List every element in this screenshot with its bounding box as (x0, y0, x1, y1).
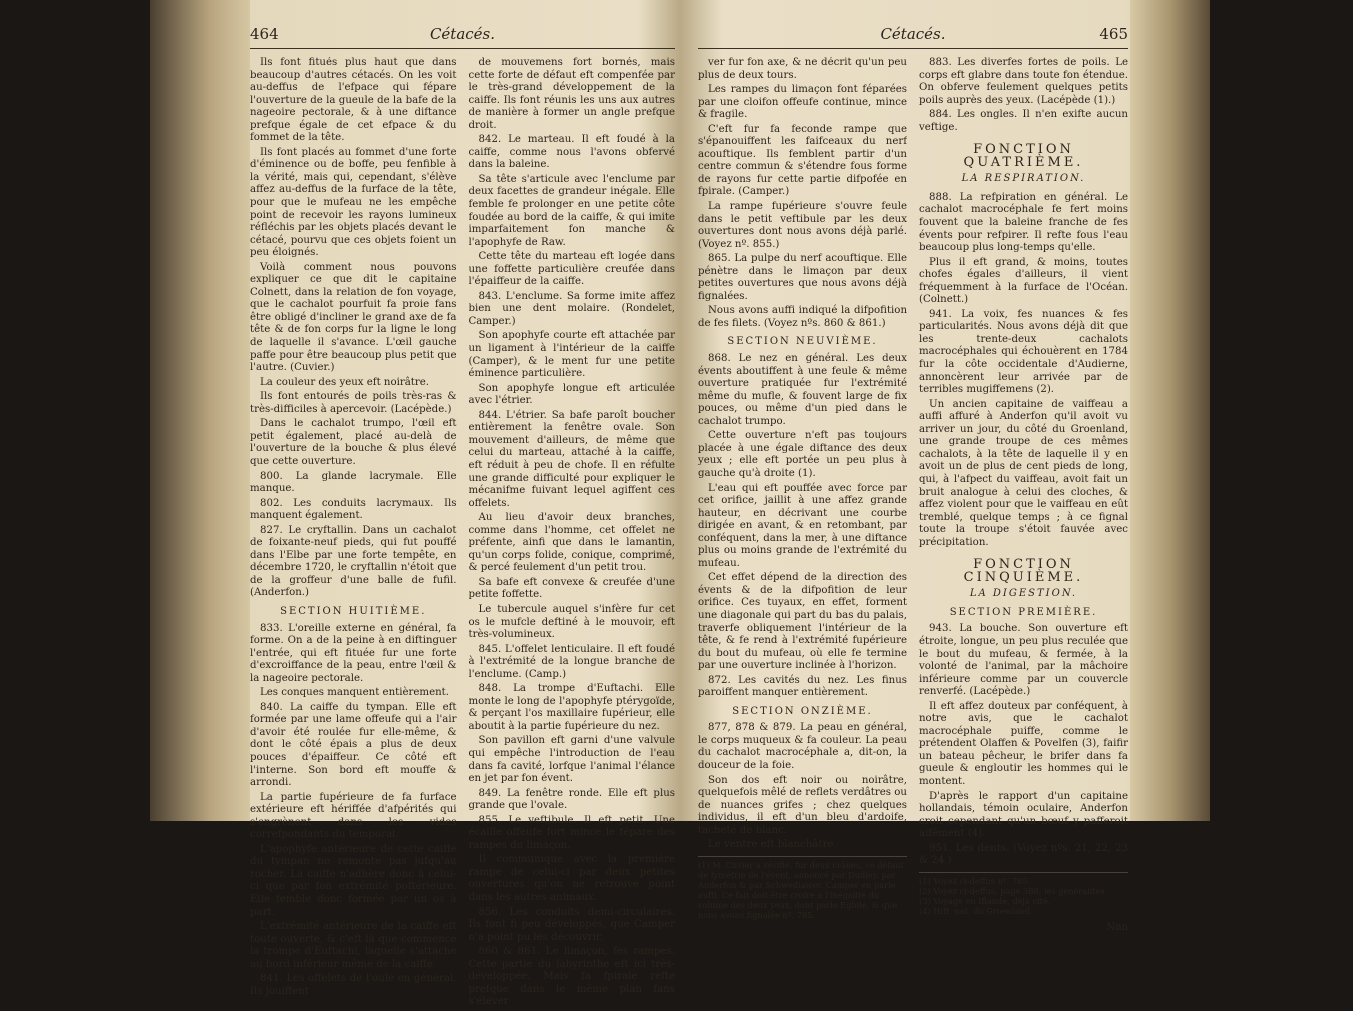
right-column-2 (919, 57, 1128, 934)
paragraph: C'eft fur fa feconde rampe que s'épanouiffent les faifceaux du nerf acouftique. Ils femblent partir d'un centre commun & s'étendre fous forme de rayons fur cette partie difpofée en fpirale. (Camper.) (698, 123, 907, 198)
paragraph: 827. Le cryftallin. Dans un cachalot de foixante-neuf pieds, qui fut pouffé dans l'Elbe par une forte tempête, en décembre 1720, le cryftallin n'étoit que de la groffeur d'une balle de fufil. (Anderfon.) (250, 524, 457, 599)
paragraph: 872. Les cavités du nez. Les finus paroiffent manquer entièrement. (698, 674, 907, 699)
paragraph: Ils font placés au fommet d'une forte d'éminence ou de boffe, peu fenfible à la vérité, mais qui, cependant, s'élève affez au-deffus de la furface de la tête, pour que le mufeau ne les empêche point de recevoir les rayons lumineux réfléchis par les objets placés devant le cétacé, pourvu que ces objets foient un peu éloignés. (250, 146, 457, 259)
paragraph: 843. L'enclume. Sa forme imite affez bien une dent molaire. (Rondelet, Camper.) (468, 290, 675, 327)
footnotes (698, 856, 907, 920)
paragraph: 849. La fenêtre ronde. Elle eft plus grande que l'ovale. (468, 787, 675, 812)
right-page (698, 25, 1128, 933)
paragraph: Son dos eft noir ou noirâtre, quelquefois mêlé de reflets verdâtres ou de nuances grifes ; chez quelques individus, il eft d'un bleu d'ardoife, tacheté de blanc. (698, 774, 907, 836)
paragraph: 941. La voix, fes nuances & fes particularités. Nous avons déjà dit que les trente-deux cachalots macrocéphales qui échouèrent en 1784 fur la côte occidentale d'Audierne, annoncèrent leur arrivée par de terribles mugiffemens (2). (919, 308, 1128, 396)
paragraph: Sa tête s'articule avec l'enclume par deux facettes de grandeur inégale. Elle femble fe prolonger en une petite côte foudée au bord de la caiffe, & qui imite imparfaitement fon manche & l'apophyfe de Raw. (468, 173, 675, 248)
paragraph: Cet effet dépend de la direction des évents & de la difpofition de leur orifice. Ces tuyaux, en effet, forment une diagonale qui part du bas du palais, traverfe obliquement l'intérieur de la tête, & fe rend à l'extrémité fupérieure du bout du mufeau, où elle fe termine par une ouverture inclinée à l'horizon. (698, 572, 907, 672)
left-page-edge (150, 0, 250, 821)
section-heading: SECTION HUITIÈME. (280, 605, 427, 617)
paragraph: 800. La glande lacrymale. Elle manque. (250, 470, 457, 495)
function-subheading: LA DIGESTION. (969, 588, 1078, 600)
paragraph: Un ancien capitaine de vaiffeau a auffi affuré à Anderfon qu'il avoit vu arriver un jour, du côté du Groenland, une grande troupe de ces mêmes cachalots, à la tête de laquelle il y en avoit un de plus de cent pieds de long, qui, à l'afpect du vaiffeau, avoit fait un bruit analogue à celui des cloches, & affez violent pour que le vaiffeau en eût tremblé, quelque temps ; à ce fignal toute la troupe s'étoit fauvée avec précipitation. (919, 398, 1128, 548)
left-page (250, 25, 675, 1008)
paragraph: 855. Le veftibule. Il eft petit. Une écaille offeufe fort mince le fépare des rampes du limaçon. (468, 814, 675, 851)
paragraph: Ils font fitués plus haut que dans beaucoup d'autres cétacés. On les voit au-deffus de l'efpace qui fépare l'ouverture de la gueule de la bafe de la nageoire pectorale, & à une diftance prefque égale de cet efpace & du fommet de la tête. (250, 57, 457, 144)
paragraph: La rampe fupérieure s'ouvre feule dans le petit veftibule par les deux ouvertures dont nous avons déjà parlé. (Voyez nº. 855.) (698, 201, 907, 250)
paragraph: L'eau qui eft pouffée avec force par cet orifice, jaillit à une affez grande hauteur, en décrivant une courbe dirigée en avant, & en retombant, par conféquent, dans la mer, à une diftance plus ou moins grande de l'extrémité du mufeau. (698, 482, 907, 569)
paragraph: 833. L'oreille externe en général, fa forme. On a de la peine à en diftinguer l'entrée, qui eft fituée fur une forte d'excroiffance de la peau, entre l'œil & la nageoire pectorale. (250, 622, 457, 684)
paragraph: Au lieu d'avoir deux branches, comme dans l'homme, cet offelet ne préfente, ainfi que dans le lamantin, qu'un corps folide, conique, comprimé, & percé feulement d'un petit trou. (468, 512, 675, 574)
paragraph: 865. La pulpe du nerf acouftique. Elle pénètre dans le limaçon par deux petites ouvertures que nous avons déjà fignalées. (698, 253, 907, 302)
paragraph: L'extrémité antérieure de la caiffe eft toute ouverte, & c'eft là que commence la trompe d'Euftachi, laquelle s'attache au bord inférieur même de la caiffe. (250, 921, 457, 970)
paragraph: 802. Les conduits lacrymaux. Ils manquent également. (250, 497, 457, 522)
footnote: (3) Voyage en Iflande, déjà cité. (919, 895, 1051, 906)
paragraph: 841. Les offelets de l'ouïe en général. Ils jouiffent (250, 973, 457, 997)
paragraph: 943. La bouche. Son ouverture eft étroite, longue, un peu plus reculée que le bout du mufeau, & fermée, à la volonté de l'animal, par la mâchoire inférieure comme par un couvercle renverfé. (Lacépède.) (919, 623, 1128, 698)
paragraph: Les rampes du limaçon font féparées par une cloifon offeufe continue, mince & fragile. (698, 84, 907, 121)
right-page-edge (1130, 0, 1210, 821)
paragraph: 840. La caiffe du tympan. Elle eft formée par une lame offeufe qui a l'air d'avoir été roulée fur elle-même, & dont le côté épais a plus de deux pouces d'épaiffeur. Ce côté eft l'interne. Son bord eft mouffe & arrondi. (250, 701, 457, 789)
paragraph: ver fur fon axe, & ne décrit qu'un peu plus de deux tours. (698, 57, 907, 81)
paragraph: 951. Les dents. (Voyez nºs. 21, 22, 23 & 24.) (919, 842, 1128, 867)
function-heading: FONCTION CINQUIÈME. (963, 557, 1084, 585)
paragraph: 848. La trompe d'Euftachi. Elle monte le long de l'apophyfe ptérygoïde, & perçant l'os maxillaire fupérieur, elle aboutit à la partie fupérieure du nez. (468, 683, 675, 732)
paragraph: 842. Le marteau. Il eft foudé à la caiffe, comme nous l'avons obfervé dans la baleine. (468, 134, 675, 171)
paragraph: 888. La refpiration en général. Le cachalot macrocéphale fe fert moins fouvent que la baleine franche de fes évents pour refpirer. Il refte fous l'eau beaucoup plus long-temps qu'elle. (919, 191, 1128, 254)
section-heading: SECTION NEUVIÈME. (727, 336, 878, 348)
paragraph: 860 & 861. Le limaçon, fes rampes. Cette partie du labyrinthe eft ici très-développée. Mais fa fpirale refte prefque dans le même plan fans s'élever (468, 946, 675, 1008)
footnote: (1) M. Cuvier a vérifié, fur deux crânes, ce défaut de fymétrie de l'évent, annoncé par Dudley, par Anderfon & par Schwediawer. Camper en parle auffi. Ce fait doit être croire à l'inégalité du volume des deux yeux, dont parle Eghile, & que nous avons fignalée nº. 785. (698, 859, 904, 920)
paragraph: 856. Les conduits demi-circulaires. Ils font fi peu développés, que Camper n'a point pu les découvrir. (468, 906, 675, 943)
page-number: 464 (250, 25, 279, 43)
paragraph: 868. Le nez en général. Les deux évents aboutiffent à une feule & même ouverture pratiquée fur l'extrémité même du mufle, & fouvent large de fix pouces, ou même d'un pied dans le cachalot trumpo. (698, 353, 907, 427)
left-running-head (250, 25, 675, 49)
paragraph: Voilà comment nous pouvons expliquer ce que dit le capitaine Colnett, dans la relation de fon voyage, que le cachalot pourfuit fa proie fans être obligé d'incliner le grand axe de fa tête & de fon corps fur la ligne le long de laquelle il s'avance. L'œil gauche paffe pour être beaucoup plus petit que l'autre. (Cuvier.) (250, 261, 457, 374)
paragraph: 884. Les ongles. Il n'en exifte aucun veftige. (919, 109, 1128, 133)
paragraph: Cette tête du marteau eft logée dans une foffette particulière creufée dans l'épaiffeur de la caiffe. (468, 251, 675, 288)
footnotes (919, 872, 1128, 916)
paragraph: Le tubercule auquel s'infère fur cet os le mufcle deftiné à le mouvoir, eft très-volumineux. (468, 603, 675, 641)
paragraph: Son apophyfe longue eft articulée avec l'étrier. (468, 382, 675, 407)
paragraph: Les conques manquent entièrement. (260, 687, 449, 699)
paragraph: de mouvemens fort bornés, mais cette forte de défaut eft compenfée par le très-grand développement de la caiffe. Ils font réunis les uns aux autres de manière à former un angle prefque droit. (468, 57, 675, 131)
paragraph: L'apophyfe antérieure de cette caiffe du tympan ne remonte pas jufqu'au rocher. La caiffe n'adhère donc à celui-ci que par fon extrémité poftérieure. Elle femble donc formée par un os à part. (250, 843, 457, 918)
paragraph: Ils font entourés de poils très-ras & très-difficiles à apercevoir. (Lacépède.) (250, 391, 457, 415)
paragraph: La partie fupérieure de fa furface extérieure eft hériffée d'afpérités qui s'engrènent dans les vides correfpondants du temporal. (250, 791, 457, 841)
running-title: Cétacés. (429, 25, 496, 43)
paragraph: 845. L'offelet lenticulaire. Il eft foudé à l'extrémité de la longue branche de l'enclume. (Camp.) (468, 643, 675, 680)
paragraph: Il eft affez douteux par conféquent, à notre avis, que le cachalot macrocéphale puiffe, comme le prétendent Olaffen & Povelfen (3), faifir un bateau pêcheur, le brifer dans fa gueule & engloutir les hommes qui le montent. (919, 700, 1128, 787)
footnote: (4) Hift. nat. du Groenland. (919, 905, 1033, 916)
section-heading: SECTION PREMIÈRE. (949, 606, 1098, 618)
paragraph: 877, 878 & 879. La peau en général, le corps muqueux & fa couleur. La peau du cachalot macrocéphale a, dit-on, la douceur de la foie. (698, 722, 907, 771)
paragraph: Le ventre eft blanchâtre. (708, 839, 837, 851)
signature-mark: Nnn (1106, 921, 1128, 933)
footnote: (1) Voyez ci-deffus nº. 785. (919, 875, 1031, 886)
paragraph: Nous avons auffi indiqué la difpofition de fes filets. (Voyez nºs. 860 & 861.) (698, 305, 907, 329)
running-title: Cétacés. (880, 25, 946, 43)
footnote: (2) Voyez ci-deffus, page 388, les généralités. (919, 885, 1108, 896)
paragraph: Sa bafe eft convexe & creufée d'une petite foffette. (468, 576, 675, 601)
paragraph: D'après le rapport d'un capitaine hollandais, témoin oculaire, Anderfon croit cependant qu'un bœuf y pafferoit aifément (4). (919, 790, 1128, 840)
paragraph: 844. L'étrier. Sa bafe paroît boucher entièrement la fenêtre ovale. Son mouvement d'ailleurs, de même que celui du marteau, attaché à la caiffe, eft réduit à peu de chofe. Il en réfulte une grande difficulté pour expliquer le mécanifme fuivant lequel agiffent ces offelets. (468, 409, 675, 509)
left-column-2 (469, 57, 676, 1011)
paragraph: Cette ouverture n'eft pas toujours placée à une égale diftance des deux yeux ; elle eft portée un peu plus à gauche qu'à droite (1). (698, 430, 907, 479)
paragraph: La couleur des yeux eft noirâtre. (260, 376, 430, 388)
function-subheading: LA RESPIRATION. (961, 173, 1086, 185)
left-column-1 (250, 57, 457, 1011)
paragraph: 883. Les diverfes fortes de poils. Le corps eft glabre dans toute fon étendue. On obferve feulement quelques petits poils auprès des yeux. (Lacépède (1).) (919, 57, 1128, 106)
paragraph: Son apophyfe courte eft attachée par un ligament à l'intérieur de la caiffe (Camper), & le ment fur une petite éminence particulière. (468, 330, 675, 380)
paragraph: Son pavillon eft garni d'une valvule qui empêche l'introduction de l'eau dans fa cavité, lorfque l'animal l'élance en jet par fon évent. (468, 735, 675, 785)
paragraph: Il communique avec la première rampe de celui-ci par deux petites ouvertures qu'on ne retrouve point dans les autres animaux. (468, 854, 675, 903)
right-column-1 (698, 57, 907, 934)
function-heading: FONCTION QUATRIÈME. (963, 142, 1084, 170)
paragraph: Plus il eft grand, & moins, toutes chofes égales d'ailleurs, il vient fréquemment à la furface de l'Océan. (Colnett.) (919, 256, 1128, 306)
section-heading: SECTION ONZIÈME. (732, 705, 873, 717)
page-number: 465 (1099, 25, 1128, 43)
paragraph: Dans le cachalot trumpo, l'œil eft petit également, placé au-delà de l'ouverture de la bouche & plus élevé que cette ouverture. (250, 418, 457, 467)
right-running-head (698, 25, 1128, 49)
